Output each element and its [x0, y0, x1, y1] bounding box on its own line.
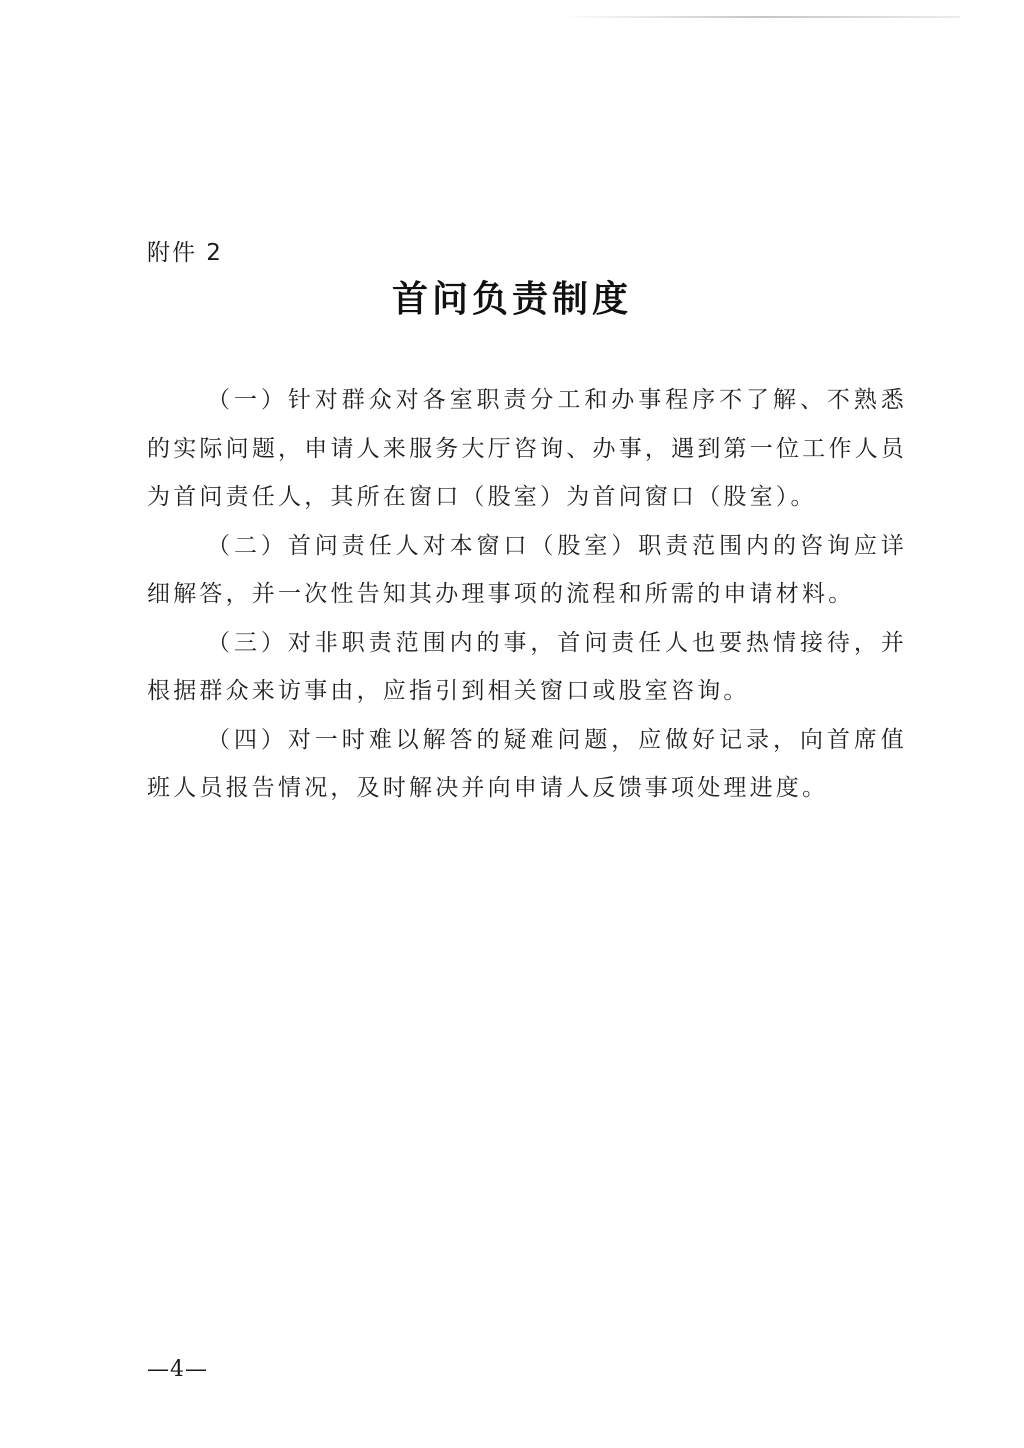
document-body: [147, 376, 907, 813]
document-title: 首问负责制度: [391, 278, 632, 320]
scan-edge-artifact: [560, 16, 960, 18]
attachment-label: 附件 2: [147, 240, 223, 266]
page-number: —4—: [147, 1357, 208, 1382]
paragraph-1: （一）针对群众对各室职责分工和办事程序不了解、不熟悉的实际问题，申请人来服务大厅咨询、办事，遇到第一位工作人员为首问责任人，其所在窗口（股室）为首问窗口（股室）。: [147, 387, 907, 510]
paragraph-3: （三）对非职责范围内的事，首问责任人也要热情接待，并根据群众来访事由，应指引到相关窗口或股室咨询。: [147, 629, 907, 704]
paragraph-4: （四）对一时难以解答的疑难问题，应做好记录，向首席值班人员报告情况，及时解决并向申请人反馈事项处理进度。: [147, 726, 907, 801]
paragraph-2: （二）首问责任人对本窗口（股室）职责范围内的咨询应详细解答，并一次性告知其办理事项的流程和所需的申请材料。: [147, 532, 907, 607]
